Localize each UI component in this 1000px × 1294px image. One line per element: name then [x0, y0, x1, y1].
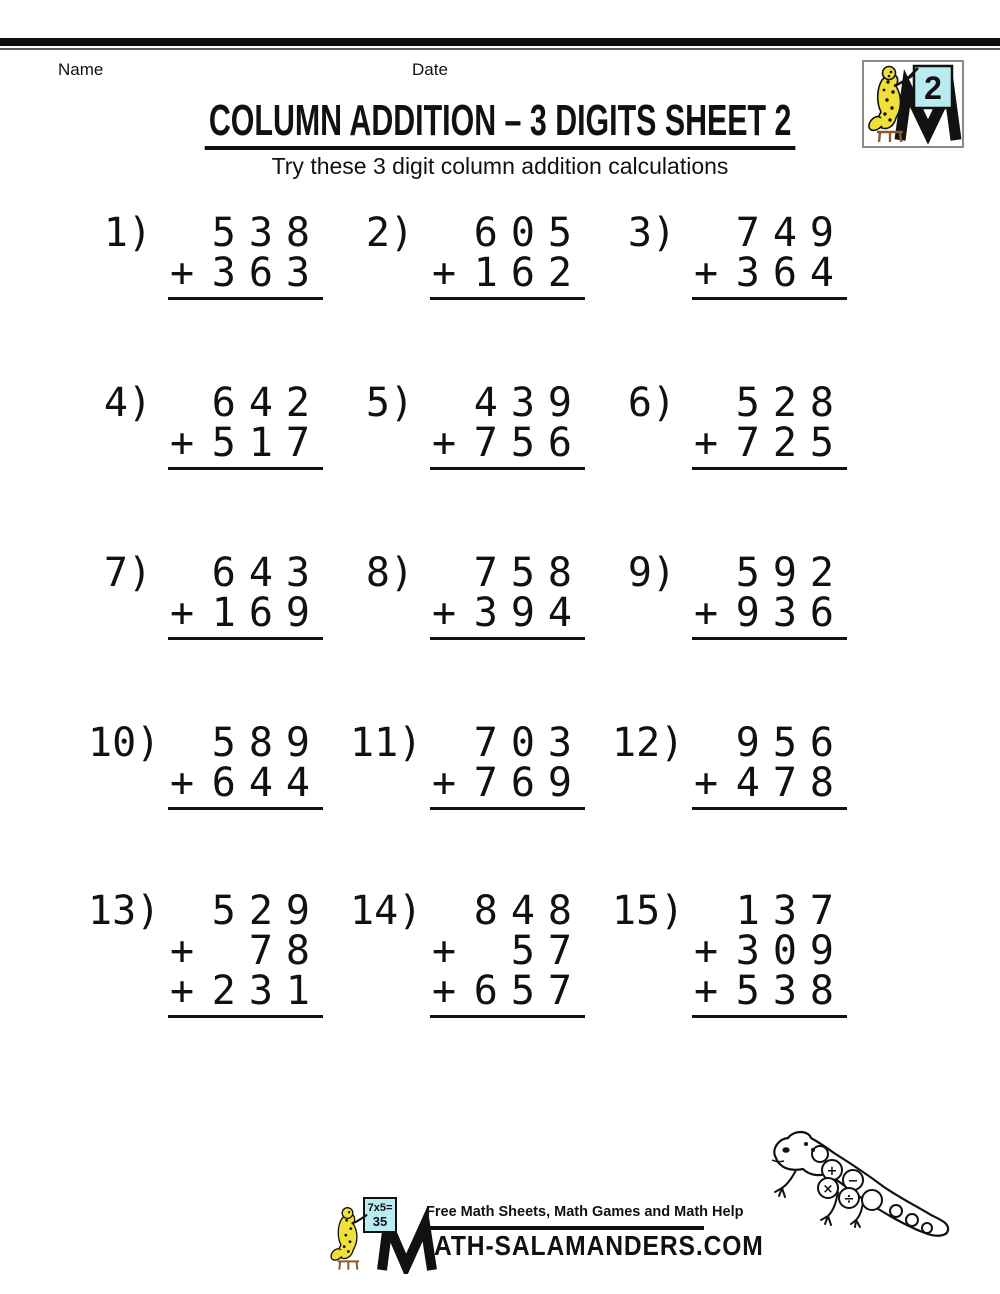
addend: 363: [211, 250, 323, 296]
operator-slot: [430, 213, 432, 253]
addend: 517: [211, 420, 323, 466]
addend: 769: [473, 760, 585, 806]
problem-number: 13): [88, 888, 161, 934]
problems-row-3: [88, 550, 874, 640]
problem-number: 12): [612, 720, 685, 766]
addend: 162: [473, 250, 585, 296]
plus-icon: +: [170, 968, 195, 1014]
plus-icon: +: [170, 420, 195, 466]
answer-line: [168, 807, 323, 810]
problem-15: [612, 888, 874, 1018]
badge-number: 2: [924, 70, 942, 106]
problem-number: 10): [88, 720, 161, 766]
gecko-eye: [782, 1147, 789, 1153]
addend: 478: [735, 760, 847, 806]
plus-icon: +: [432, 420, 457, 466]
problem-5: [350, 380, 612, 470]
operator-slot: [168, 383, 170, 423]
problem-work-area: [692, 550, 847, 640]
problem-number: 7): [103, 550, 152, 596]
addend: 643: [211, 550, 323, 596]
answer-line: [168, 637, 323, 640]
addend: 538: [735, 968, 847, 1014]
page-top-border: [0, 38, 1000, 50]
date-field-label: Date: [412, 60, 448, 79]
problem-11: [350, 720, 612, 810]
plus-icon: +: [432, 250, 457, 296]
plus-icon: +: [694, 250, 719, 296]
problem-work-area: [692, 720, 847, 810]
problem-number: 8): [365, 550, 414, 596]
top-border-thick-line: [0, 38, 1000, 46]
addend: 657: [473, 968, 585, 1014]
plus-icon: +: [694, 590, 719, 636]
problem-number: 15): [612, 888, 685, 934]
addend: 78: [248, 928, 323, 974]
problem-work-area: [430, 380, 585, 470]
addend: 592: [735, 550, 847, 596]
problem-1: [88, 210, 350, 300]
problem-work-area: [168, 380, 323, 470]
problems-row-2: [88, 380, 874, 470]
answer-line: [692, 1015, 847, 1018]
addend: 309: [735, 928, 847, 974]
worksheet-title: COLUMN ADDITION – 3 DIGITS SHEET 2: [205, 98, 796, 150]
problem-number: 4): [103, 380, 152, 426]
addend: 528: [735, 380, 847, 426]
plus-icon: +: [170, 928, 195, 974]
problem-work-area: [430, 550, 585, 640]
problem-8: [350, 550, 612, 640]
plus-icon: +: [694, 420, 719, 466]
problem-work-area: [430, 210, 585, 300]
answer-line: [692, 467, 847, 470]
plus-icon: +: [694, 968, 719, 1014]
problem-work-area: [692, 210, 847, 300]
problem-number: 9): [627, 550, 676, 596]
problem-number: 14): [350, 888, 423, 934]
plus-icon: +: [432, 590, 457, 636]
addend: 231: [211, 968, 323, 1014]
problem-work-area: [692, 888, 847, 1018]
plus-icon: +: [170, 590, 195, 636]
problems-row-1: [88, 210, 874, 300]
operator-slot: [692, 723, 694, 763]
problems-row-4: [88, 720, 874, 810]
addend: 936: [735, 590, 847, 636]
problem-number: 2): [365, 210, 414, 256]
problems-row-5: [88, 888, 874, 1018]
answer-line: [168, 297, 323, 300]
operator-slot: [168, 723, 170, 763]
addend: 749: [735, 210, 847, 256]
operator-slot: [692, 891, 694, 931]
addend: 848: [473, 888, 585, 934]
problem-4: [88, 380, 350, 470]
addend: 703: [473, 720, 585, 766]
problem-number: 1): [103, 210, 152, 256]
footer-brand: [330, 1196, 764, 1274]
name-field-label: Name: [58, 60, 104, 79]
problem-work-area: [168, 720, 323, 810]
salamander-eye: [890, 71, 893, 74]
operator-slot: [692, 383, 694, 423]
problem-9: [612, 550, 874, 640]
problem-work-area: [692, 380, 847, 470]
addend: 642: [211, 380, 323, 426]
operator-slot: [168, 891, 170, 931]
operator-slot: [430, 723, 432, 763]
times-symbol: ×: [822, 1182, 834, 1197]
answer-line: [430, 807, 585, 810]
card-equation: 7x5=: [367, 1202, 393, 1214]
answer-line: [692, 807, 847, 810]
plus-icon: +: [432, 760, 457, 806]
operator-slot: [168, 553, 170, 593]
problem-14: [350, 888, 612, 1018]
minus-symbol: −: [847, 1174, 859, 1189]
answer-line: [430, 637, 585, 640]
worksheet-subtitle: Try these 3 digit column addition calculations: [271, 153, 729, 179]
problem-13: [88, 888, 350, 1018]
footer-salamander: [331, 1208, 367, 1270]
operator-slot: [168, 213, 170, 253]
problem-work-area: [168, 210, 323, 300]
answer-line: [168, 1015, 323, 1018]
addend: 169: [211, 590, 323, 636]
plus-icon: +: [432, 968, 457, 1014]
plus-icon: +: [694, 760, 719, 806]
problem-work-area: [168, 550, 323, 640]
addend: 756: [473, 420, 585, 466]
addend: 529: [211, 888, 323, 934]
problem-number: 6): [627, 380, 676, 426]
brand-wordmark: ATH-SALAMANDERS.COM: [434, 1230, 764, 1261]
addend: 364: [735, 250, 847, 296]
plus-symbol: +: [826, 1164, 838, 1179]
problem-number: 11): [350, 720, 423, 766]
answer-line: [692, 637, 847, 640]
operator-slot: [692, 213, 694, 253]
operator-slot: [430, 553, 432, 593]
answer-line: [430, 1015, 585, 1018]
addend: 605: [473, 210, 585, 256]
card-answer: 35: [372, 1214, 388, 1229]
operator-slot: [430, 383, 432, 423]
footer-tagline: Free Math Sheets, Math Games and Math Help: [426, 1204, 744, 1220]
problem-work-area: [430, 720, 585, 810]
addend: 644: [211, 760, 323, 806]
problem-12: [612, 720, 874, 810]
plus-icon: +: [170, 760, 195, 806]
math-gecko-illustration: [768, 1120, 953, 1245]
addend: 589: [211, 720, 323, 766]
addend: 137: [735, 888, 847, 934]
addend: 956: [735, 720, 847, 766]
top-border-thin-line: [0, 48, 1000, 50]
answer-line: [430, 297, 585, 300]
plus-icon: +: [432, 928, 457, 974]
addend: 725: [735, 420, 847, 466]
problem-2: [350, 210, 612, 300]
addend: 538: [211, 210, 323, 256]
problem-6: [612, 380, 874, 470]
problem-3: [612, 210, 874, 300]
answer-line: [430, 467, 585, 470]
plus-icon: +: [170, 250, 195, 296]
operator-slot: [430, 891, 432, 931]
answer-line: [168, 467, 323, 470]
addend: 439: [473, 380, 585, 426]
addend: 57: [510, 928, 585, 974]
problem-work-area: [430, 888, 585, 1018]
problem-7: [88, 550, 350, 640]
addend: 394: [473, 590, 585, 636]
divide-symbol: ÷: [843, 1192, 855, 1207]
problem-work-area: [168, 888, 323, 1018]
operator-slot: [692, 553, 694, 593]
problem-number: 5): [365, 380, 414, 426]
addend: 758: [473, 550, 585, 596]
plus-icon: +: [694, 928, 719, 974]
answer-line: [692, 297, 847, 300]
problem-10: [88, 720, 350, 810]
problem-number: 3): [627, 210, 676, 256]
salamander-head: [883, 67, 896, 80]
